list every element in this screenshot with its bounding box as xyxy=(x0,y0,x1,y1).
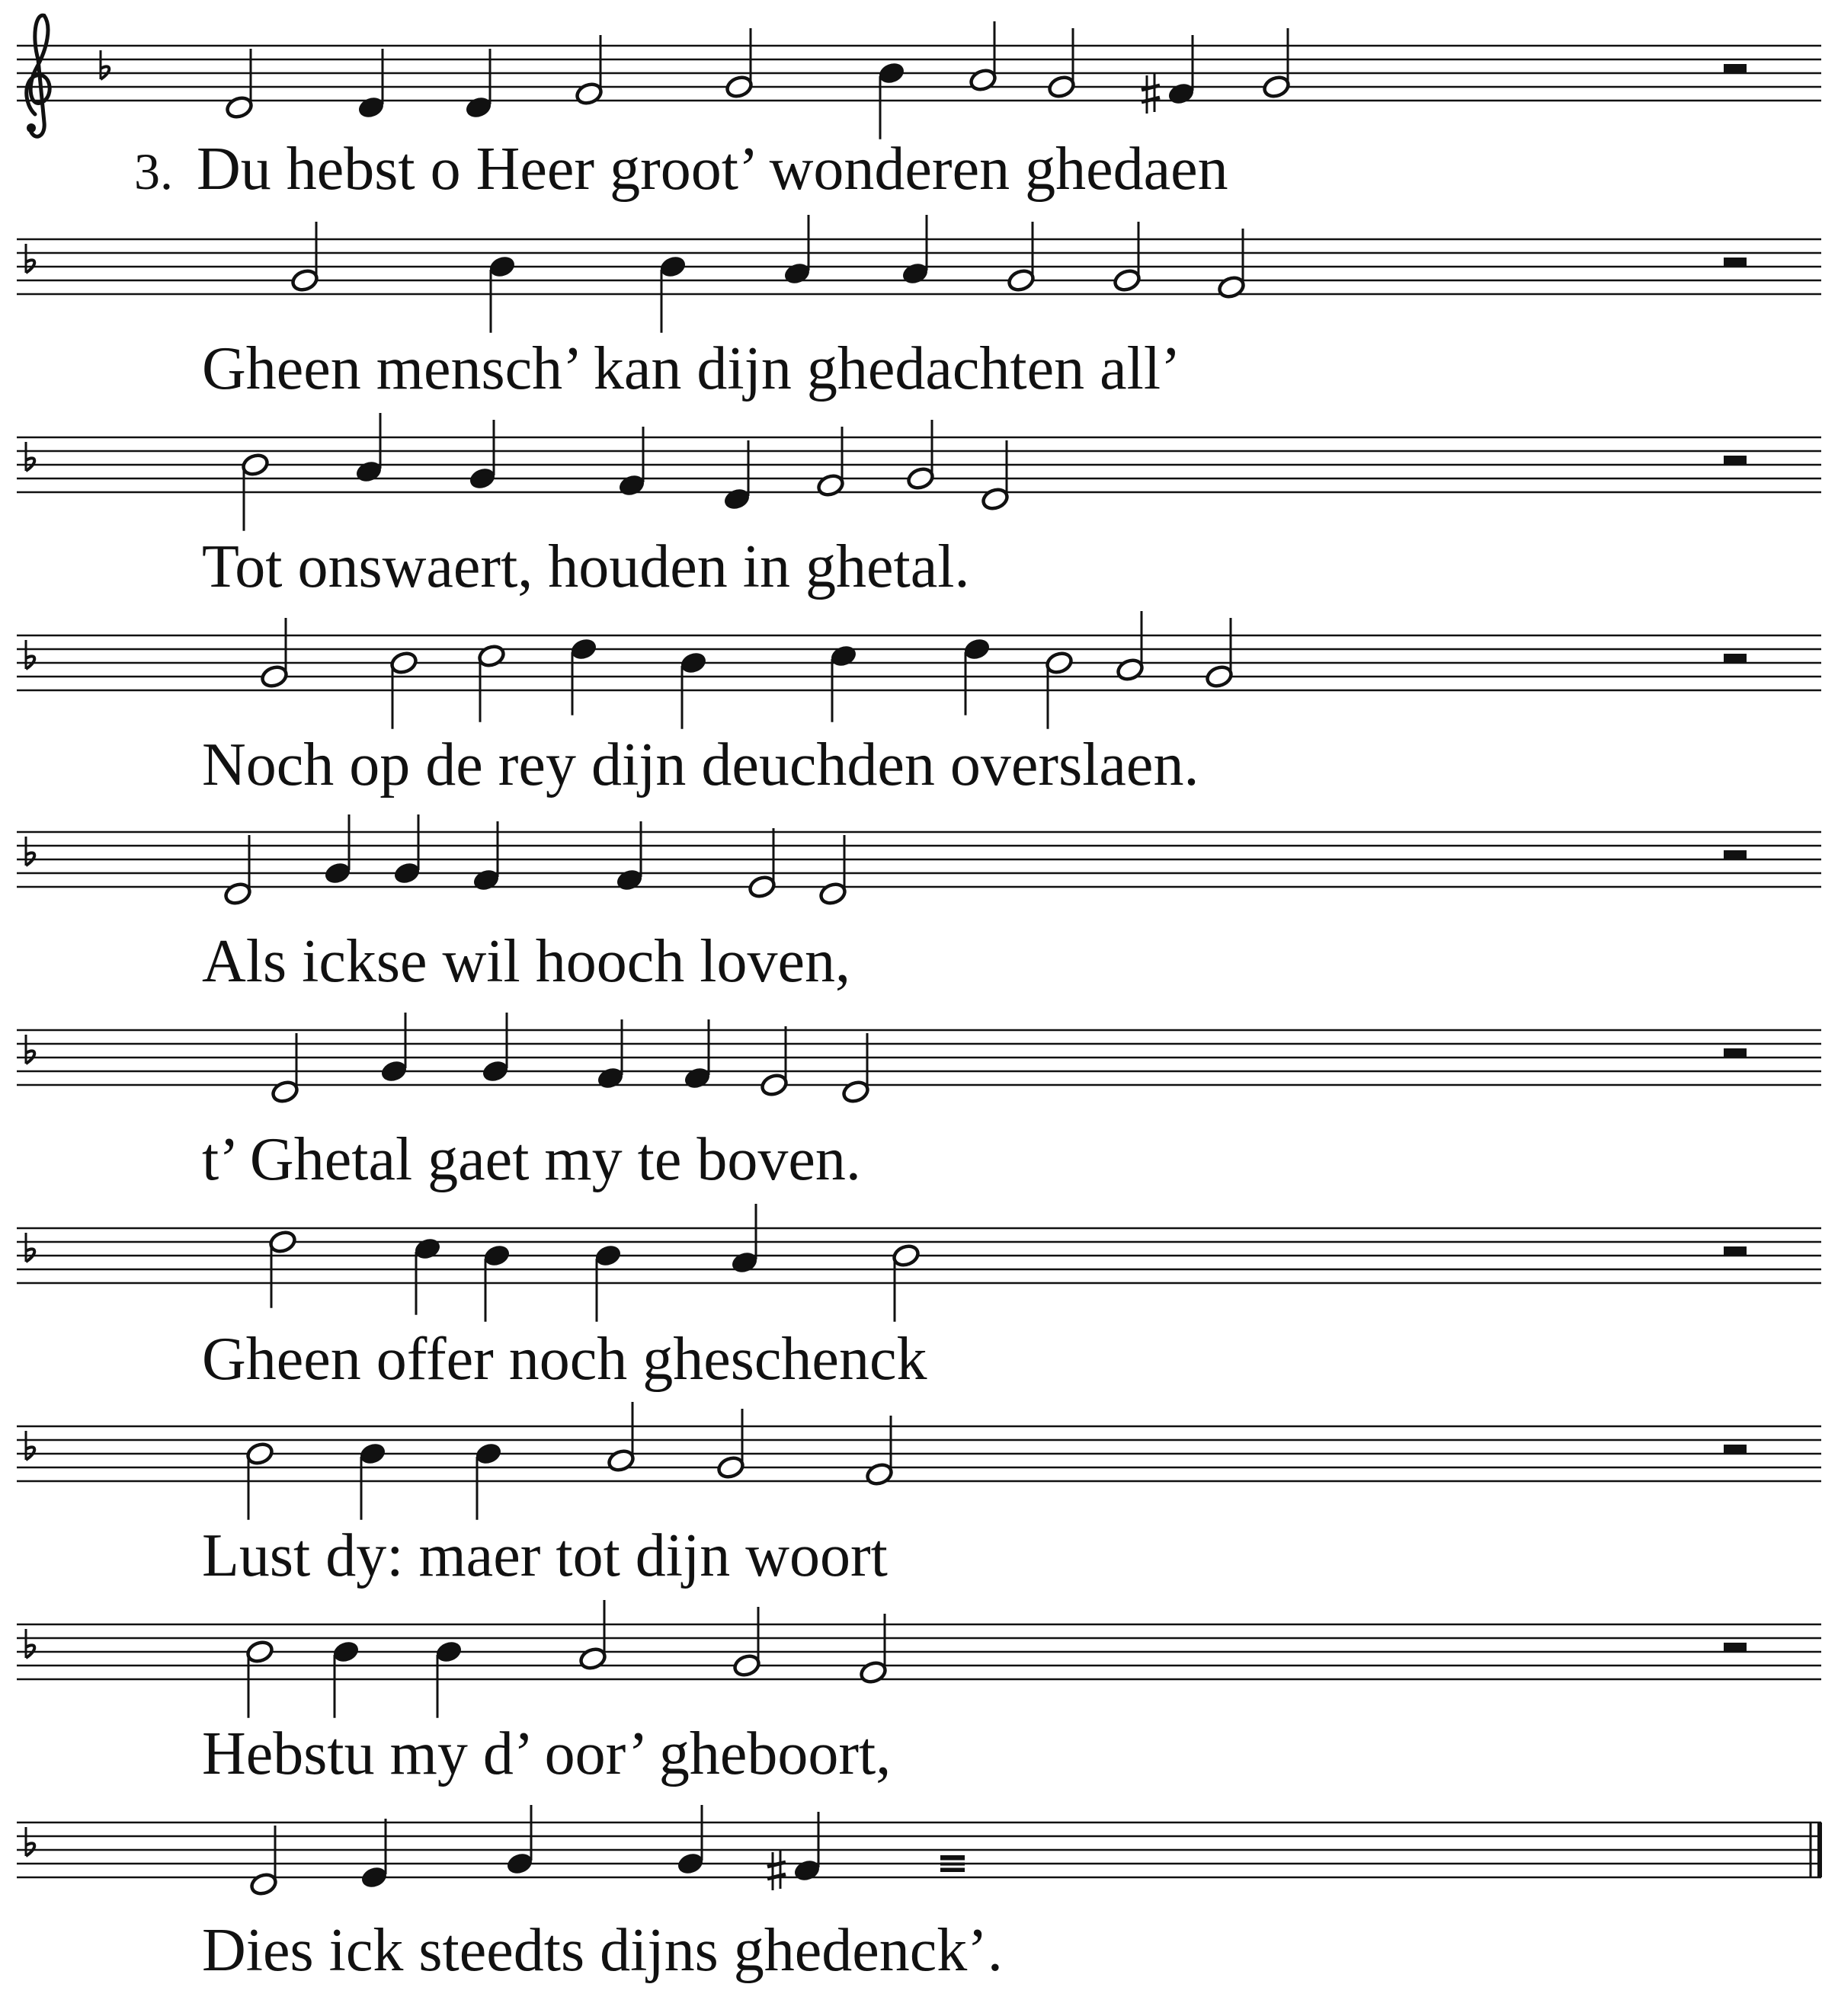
note xyxy=(505,1805,534,1877)
half-rest-icon xyxy=(1724,258,1747,267)
staff-system xyxy=(17,413,1821,600)
note xyxy=(716,1409,745,1480)
note xyxy=(906,420,935,491)
key-signature-flat-icon xyxy=(26,1233,34,1262)
note xyxy=(1047,28,1076,100)
verse-number: 3. xyxy=(134,142,173,200)
note xyxy=(676,1805,705,1877)
note xyxy=(481,1013,510,1084)
key-signature-flat-icon xyxy=(26,640,34,669)
lyric-line: Du hebst o Heer groot’ wonderen ghedaen xyxy=(197,136,1228,203)
note xyxy=(725,28,754,100)
note xyxy=(1262,28,1291,100)
note xyxy=(1205,618,1234,690)
lyric-line: Hebstu my d’ oor’ gheboort, xyxy=(202,1720,892,1787)
note xyxy=(901,215,930,286)
note xyxy=(767,1812,821,1890)
lyric-line: Lust dy: maer tot dijn woort xyxy=(202,1522,888,1589)
half-rest-icon xyxy=(1724,1246,1747,1256)
note xyxy=(260,618,289,690)
staff-system xyxy=(17,1013,1821,1193)
note xyxy=(468,420,497,491)
staff-system xyxy=(17,611,1821,798)
note xyxy=(829,643,858,722)
note xyxy=(360,1819,389,1890)
note xyxy=(379,1013,408,1084)
note xyxy=(477,643,506,722)
staff-system xyxy=(17,1805,1821,1984)
note xyxy=(730,1204,759,1275)
staff-system xyxy=(17,1600,1821,1787)
sharp-icon xyxy=(767,1851,786,1890)
note xyxy=(1007,222,1036,293)
note xyxy=(939,1855,966,1872)
half-rest-icon xyxy=(1724,654,1747,663)
key-signature-flat-icon xyxy=(26,837,34,866)
treble-clef-icon xyxy=(27,15,50,136)
note xyxy=(969,21,997,93)
key-signature-flat-icon xyxy=(26,442,34,471)
note xyxy=(1113,222,1142,293)
lyric-line: Dies ick steedts dijns ghedenck’. xyxy=(202,1917,1003,1984)
note xyxy=(760,1026,789,1098)
staff-system xyxy=(17,814,1821,995)
note xyxy=(783,215,812,286)
key-signature-flat-icon xyxy=(26,1035,34,1064)
key-signature-flat-icon xyxy=(101,50,109,79)
half-rest-icon xyxy=(1724,456,1747,465)
lyric-line: Gheen mensch’ kan dijn ghedachten all’ xyxy=(202,335,1181,402)
staff-system xyxy=(17,1204,1821,1393)
note xyxy=(413,1236,442,1314)
lyric-line: Gheen offer noch gheschenck xyxy=(202,1326,927,1393)
note xyxy=(607,1402,636,1474)
key-signature-flat-icon xyxy=(26,244,34,273)
staff-system xyxy=(17,1402,1821,1589)
note xyxy=(1116,611,1145,683)
note xyxy=(392,814,421,886)
lyric-line: Noch op de rey dijn deuchden overslaen. xyxy=(202,731,1199,798)
half-rest-icon xyxy=(1724,1048,1747,1058)
half-rest-icon xyxy=(1724,1643,1747,1652)
half-rest-icon xyxy=(1724,64,1747,73)
note xyxy=(323,814,352,886)
note xyxy=(578,1600,607,1672)
note xyxy=(732,1607,761,1678)
note xyxy=(354,413,383,485)
key-signature-flat-icon xyxy=(26,1827,34,1856)
note xyxy=(1142,35,1196,114)
half-rest-icon xyxy=(1724,850,1747,859)
lyric-line: Tot onswaert, houden in ghetal. xyxy=(202,533,970,600)
sharp-icon xyxy=(1142,74,1160,114)
lyric-line: t’ Ghetal gaet my te boven. xyxy=(202,1126,861,1193)
key-signature-flat-icon xyxy=(26,1431,34,1460)
half-rest-icon xyxy=(1724,1445,1747,1454)
key-signature-flat-icon xyxy=(26,1629,34,1658)
note xyxy=(290,222,319,293)
note xyxy=(748,828,777,900)
staff-system xyxy=(17,215,1821,402)
systems-layer xyxy=(17,15,1821,1984)
staff-system xyxy=(17,15,1821,203)
lyric-line: Als ickse wil hooch loven, xyxy=(202,928,850,995)
